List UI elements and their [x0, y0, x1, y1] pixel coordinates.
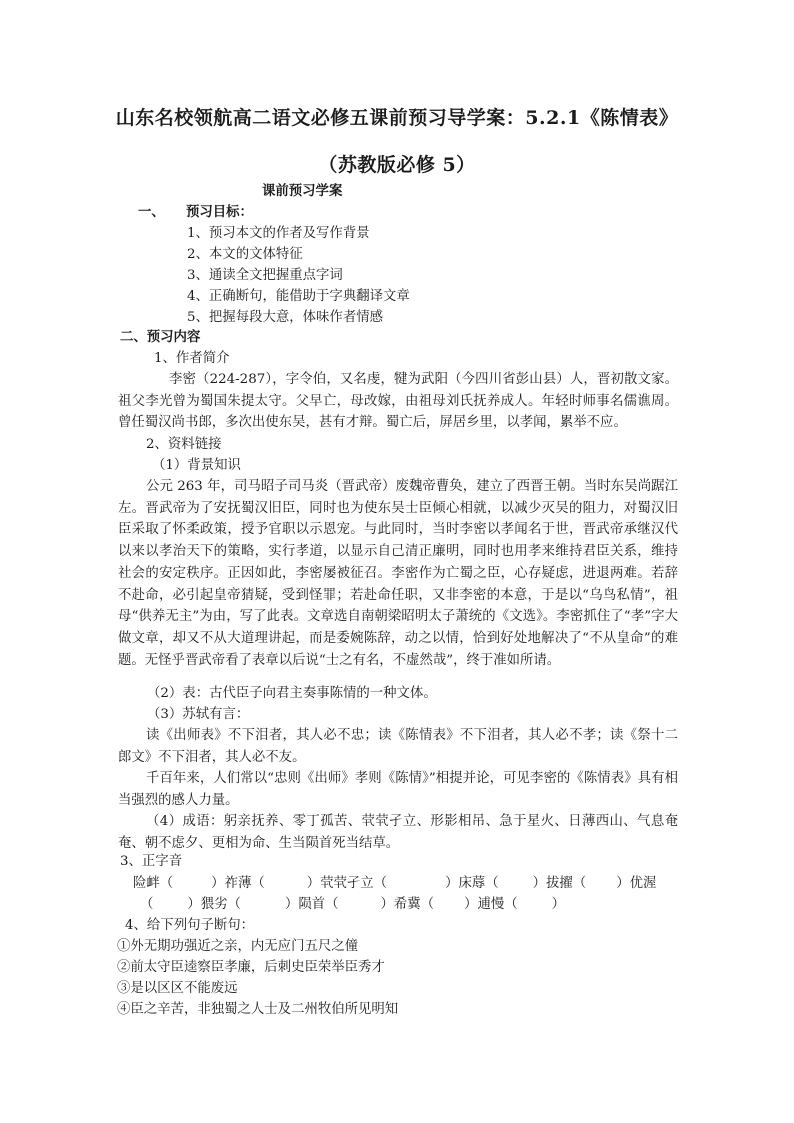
part1-number: 一、 — [138, 204, 165, 220]
pron-item: ）逋慢（ — [464, 897, 518, 912]
pronunciation-row — [133, 873, 656, 895]
section-heading: 课前预习学案 — [262, 183, 343, 199]
sentence-item: ④臣之辛苦，非独蜀之人士及二州牧伯所见明知 — [117, 1002, 399, 1017]
biao-definition: （2）表：古代臣子向君主奏事陈情的一种文体。 — [147, 686, 437, 701]
goal-item: 2、本文的文体特征 — [187, 247, 303, 262]
pronunciation-row — [140, 894, 565, 916]
pron-item: ） — [551, 897, 566, 912]
document-subtitle: （苏教版必修 5） — [318, 154, 476, 176]
pron-item: ）希冀（ — [380, 897, 435, 912]
pron-item: ）祚薄（ — [211, 876, 265, 891]
sentence-item: ②前太守臣逵察臣孝廉，后刺史臣荣举臣秀才 — [117, 960, 385, 975]
document-title: 山东名校领航高二语文必修五课前预习导学案：5.2.1《陈情表》 — [115, 107, 679, 129]
sushi-quote: 读《出师表》不下泪者，其人必不忠；读《陈情表》不下泪者，其人必不孝；读《祭十二郎文》不下泪者，其人必不友。 — [118, 728, 678, 765]
background-paragraph: 公元 263 年，司马昭子司马炎（晋武帝）废魏帝曹奂，建立了西晋王朝。当时东吴尚踞江左。晋武帝为了安抚蜀汉旧臣，同时也为使东吴士臣倾心相就，以减少灭吴的阻力，对蜀汉旧臣采取了怀柔政策，授予官职以示恩宠。与此同时，当时李密以孝闻名于世，晋武帝承继汉代以来以孝治天下的策略，实行孝道，以显示自己清正廉明，同时也用孝来维持君臣关系，维持社会的安定秩序。正因如此，李密屡被征召。李密作为亡蜀之臣，心存疑虑，进退两难。若辞不赴命，必引起皇帝猜疑，受到怪罪；若赴命任职，又非李密的本意，于是以“乌鸟私情”，祖母“供养无主”为由，写了此表。文章选自南朝梁昭明太子萧统的《文选》。李密抓住了“孝”字大做文章，却又不从大道理讲起，而是委婉陈辞，动之以情，恰到好处地解决了“不从皇命”的难题。无怪乎晋武帝看了表章以后说“士之有名，不虚然哉”，终于准如所请。 — [118, 479, 678, 668]
pron-item: 险衅（ — [133, 876, 174, 891]
pron-item: ）拔擢（ — [532, 876, 587, 891]
pron-item: ）床蓐（ — [445, 876, 499, 891]
resource-heading: 2、资料链接 — [146, 437, 222, 452]
pron-item: ）茕茕孑立（ — [306, 876, 388, 891]
author-paragraph: 李密（224-287），字令伯，又名虔，犍为武阳（今四川省彭山县）人，晋初散文家。祖父李光曾为蜀国朱提太守。父早亡，母改嫁，由祖母刘氏抚养成人。年轻时师事名儒谯周。曾任蜀汉尚书郎，多次出使东吴，甚有才辩。蜀亡后，屏居乡里，以孝闻，累举不应。 — [118, 372, 678, 431]
idiom-paragraph: （4）成语：躬亲抚养、零丁孤苦、茕茕孑立、形影相吊、急于星火、日薄西山、气息奄奄、朝不虑夕、更相为命、生当陨首死当结草。 — [118, 814, 678, 851]
later-paragraph: 千百年来，人们常以“忠则《出师》孝则《陈情》”相提并论，可见李密的《陈情表》具有相当强烈的感人力量。 — [118, 771, 678, 808]
goal-item: 3、通读全文把握重点字词 — [187, 268, 343, 283]
goal-item: 4、正确断句，能借助于字典翻译文章 — [187, 289, 410, 304]
background-heading: （1）背景知识 — [152, 458, 241, 473]
pron-item: ）优渥 — [616, 876, 657, 891]
pron-item: ）陨首（ — [284, 897, 339, 912]
part1-label: 预习目标： — [186, 204, 253, 220]
pronunciation-heading: 3、正字音 — [120, 854, 183, 869]
author-heading: 1、作者简介 — [154, 351, 230, 366]
pron-item: （ — [140, 897, 154, 912]
pron-item: ）猥劣（ — [187, 897, 241, 912]
sentence-item: ③是以区区不能废远 — [117, 981, 238, 996]
punctuation-heading: 4、给下列句子断句： — [125, 918, 255, 933]
goal-item: 1、预习本文的作者及写作背景 — [187, 226, 370, 241]
sushi-heading: （3）苏轼有言： — [147, 707, 250, 722]
goal-item: 5、把握每段大意，体味作者情感 — [187, 310, 383, 325]
part2-label: 二、预习内容 — [120, 329, 201, 345]
sentence-item: ①外无期功强近之亲，内无应门五尺之僮 — [117, 939, 359, 954]
